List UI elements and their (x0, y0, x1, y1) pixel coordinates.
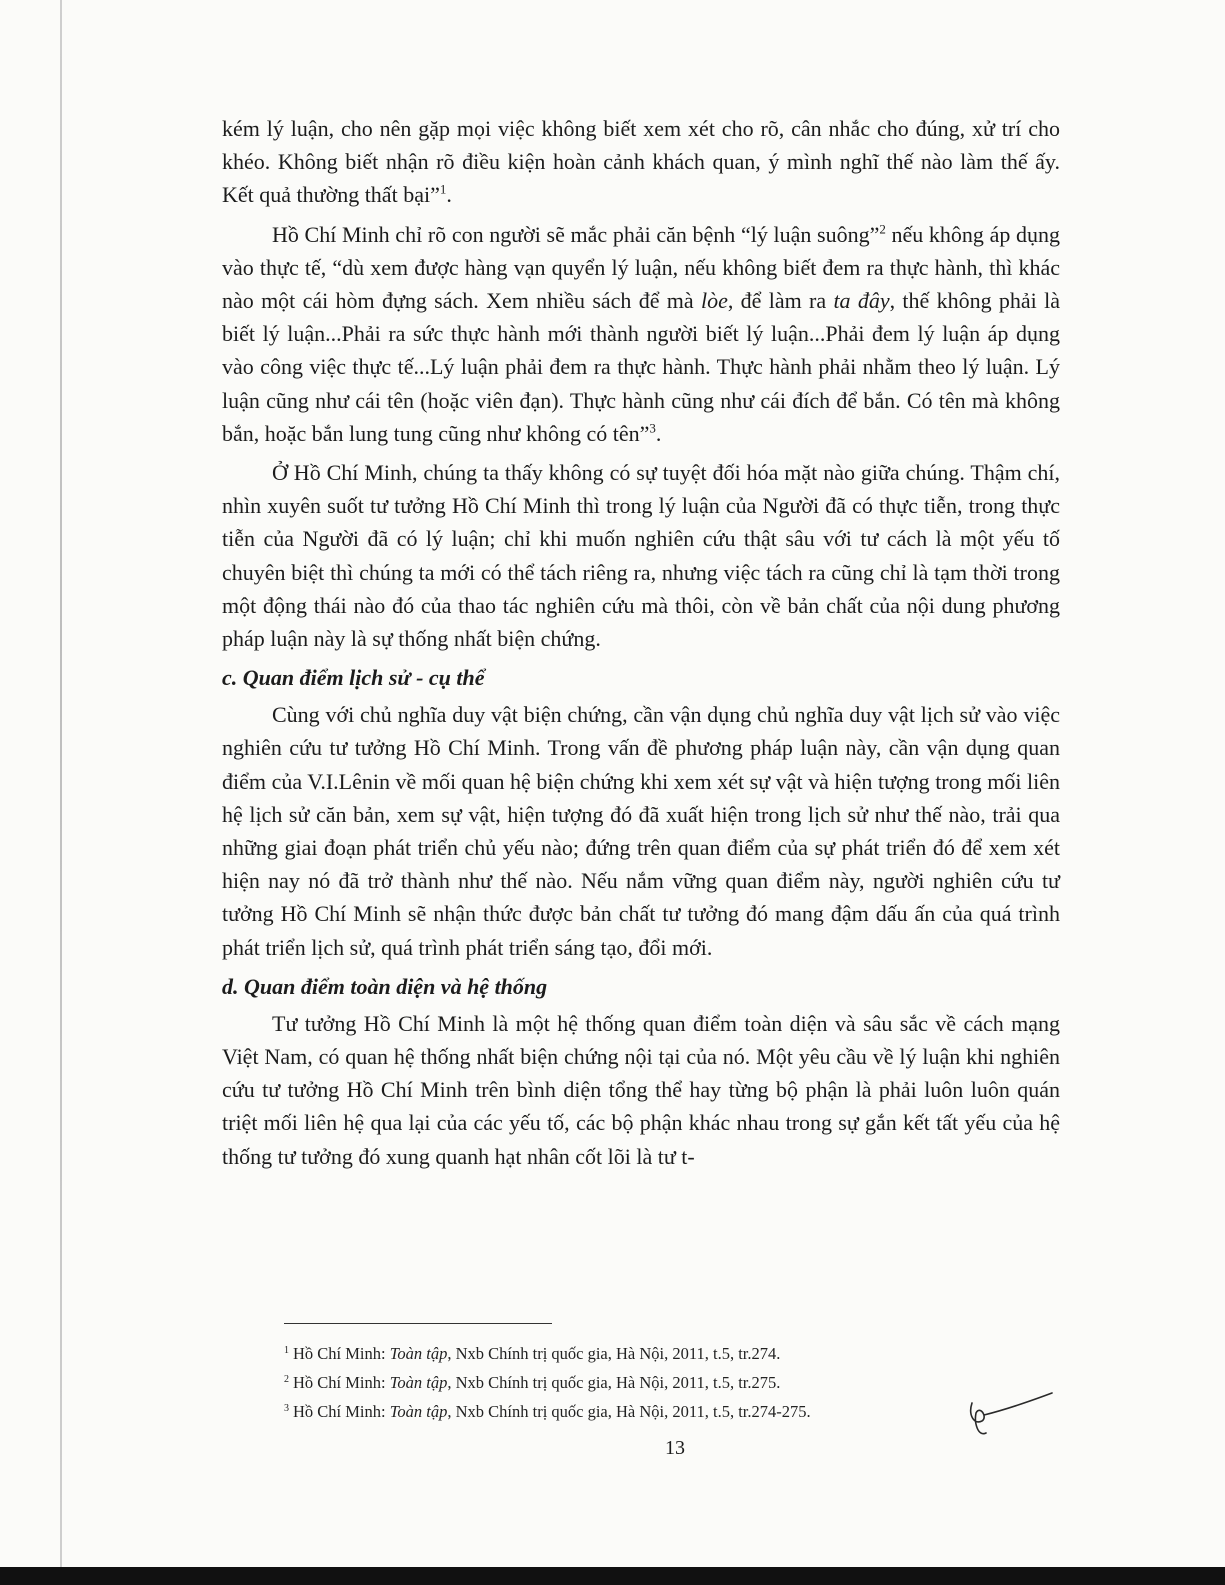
footnote-ref-1: 1 (439, 182, 447, 198)
section-heading-d: d. Quan điểm toàn diện và hệ thống (222, 973, 548, 999)
paragraph-3: Ở Hồ Chí Minh, chúng ta thấy không có sự tuyệt đối hóa mặt nào giữa chúng. Thậm chí, nhìn xuyên suốt tư tưởng Hồ Chí Minh thì trong lý luận của Người đã có thực tiễn, trong thực tiễn của Người đã có lý luận; chỉ khi muốn nghiên cứu thật sâu với tư cách là một yếu tố chuyên biệt thì chúng ta mới có thể tách riêng ra, nhưng việc tách ra cũng chỉ là tạm thời trong một động thái nào đó của thao tác nghiên cứu mà thôi, còn về bản chất của nội dung phương pháp luận này là sự thống nhất biện chứng. (222, 460, 1060, 652)
paragraph-5: Tư tưởng Hồ Chí Minh là một hệ thống quan điểm toàn diện và sâu sắc về cách mạng Việt Nam, có quan hệ thống nhất biện chứng nội tại của nó. Một yêu cầu về lý luận khi nghiên cứu tư tưởng Hồ Chí Minh trên bình diện tổng thể hay từng bộ phận là phải luôn luôn quán triệt mối liên hệ qua lại của các yếu tố, các bộ phận khác nhau trong sự gắn kết tất yếu của hệ thống tư tưởng đó xung quanh hạt nhân cốt lõi là tư t- (222, 1010, 1060, 1169)
paragraph-2: Hồ Chí Minh chỉ rõ con người sẽ mắc phải căn bệnh “lý luận suông”$^2$ nếu không áp dụng vào thực tế, “dù xem được hàng vạn quyển lý luận, nếu không biết đem ra thực hành, thì khác nào một cái hòm đựng sách. Xem nhiều sách để mà lòe, để làm ra ta đây, thế không phải là biết lý luận...Phải ra sức thực hành mới thành người biết lý luận...Phải đem lý luận áp dụng vào công việc thực tế...Lý luận phải đem ra thực hành. Thực hành phải nhằm theo lý luận. Lý luận cũng như cái tên (hoặc viên đạn). Thực hành cũng như cái đích để bắn. Có tên mà không bắn, hoặc bắn lung tung cũng như không có tên”$^3$. (222, 221, 1060, 446)
footnote-2: $^2$ Hồ Chí Minh: Toàn tập, Nxb Chính trị quốc gia, Hà Nội, 2011, t.5, tr.275. (284, 1373, 781, 1392)
footnote-separator (284, 1323, 552, 1324)
page-margin-line (60, 0, 62, 1585)
page-number: 13 (665, 1437, 685, 1459)
footnotes (284, 1339, 984, 1426)
paragraph-1: kém lý luận, cho nên gặp mọi việc không biết xem xét cho rõ, cân nhắc cho đúng, xử trí cho khéo. Không biết nhận rõ điều kiện hoàn cảnh khách quan, ý mình nghĩ thế nào làm thế ấy. Kết quả thường thất bại”$^1$. (222, 116, 1060, 208)
section-heading-c: c. Quan điểm lịch sử - cụ thể (222, 665, 485, 691)
footnote-3: $^3$ Hồ Chí Minh: Toàn tập, Nxb Chính trị quốc gia, Hà Nội, 2011, t.5, tr.274-275. (284, 1402, 811, 1421)
page-body (222, 112, 1060, 1179)
footnote-ref-2: 2 (879, 221, 886, 237)
paragraph-4: Cùng với chủ nghĩa duy vật biện chứng, cần vận dụng chủ nghĩa duy vật lịch sử vào việc nghiên cứu tư tưởng Hồ Chí Minh. Trong vấn đề phương pháp luận này, cần vận dụng quan điểm của V.I.Lênin về mối quan hệ biện chứng khi xem xét sự vật và hiện tượng trong mối liên hệ lịch sử căn bản, xem sự vật, hiện tượng đó đã xuất hiện trong lịch sử như thế nào, trải qua những giai đoạn phát triển chủ yếu nào; đứng trên quan điểm của sự phát triển đó để xem xét hiện nay nó đã trở thành như thế nào. Nếu nắm vững quan điểm này, người nghiên cứu tư tưởng Hồ Chí Minh sẽ nhận thức được bản chất tư tưởng đó mang đậm dấu ấn của quá trình phát triển lịch sử, quá trình phát triển sáng tạo, đổi mới. (222, 702, 1060, 960)
scan-bottom-edge (0, 1567, 1225, 1585)
footnote-1: $^1$ Hồ Chí Minh: Toàn tập, Nxb Chính trị quốc gia, Hà Nội, 2011, t.5, tr.274. (284, 1344, 781, 1363)
footnote-ref-3: 3 (649, 420, 656, 436)
handwritten-signature (960, 1385, 1060, 1445)
